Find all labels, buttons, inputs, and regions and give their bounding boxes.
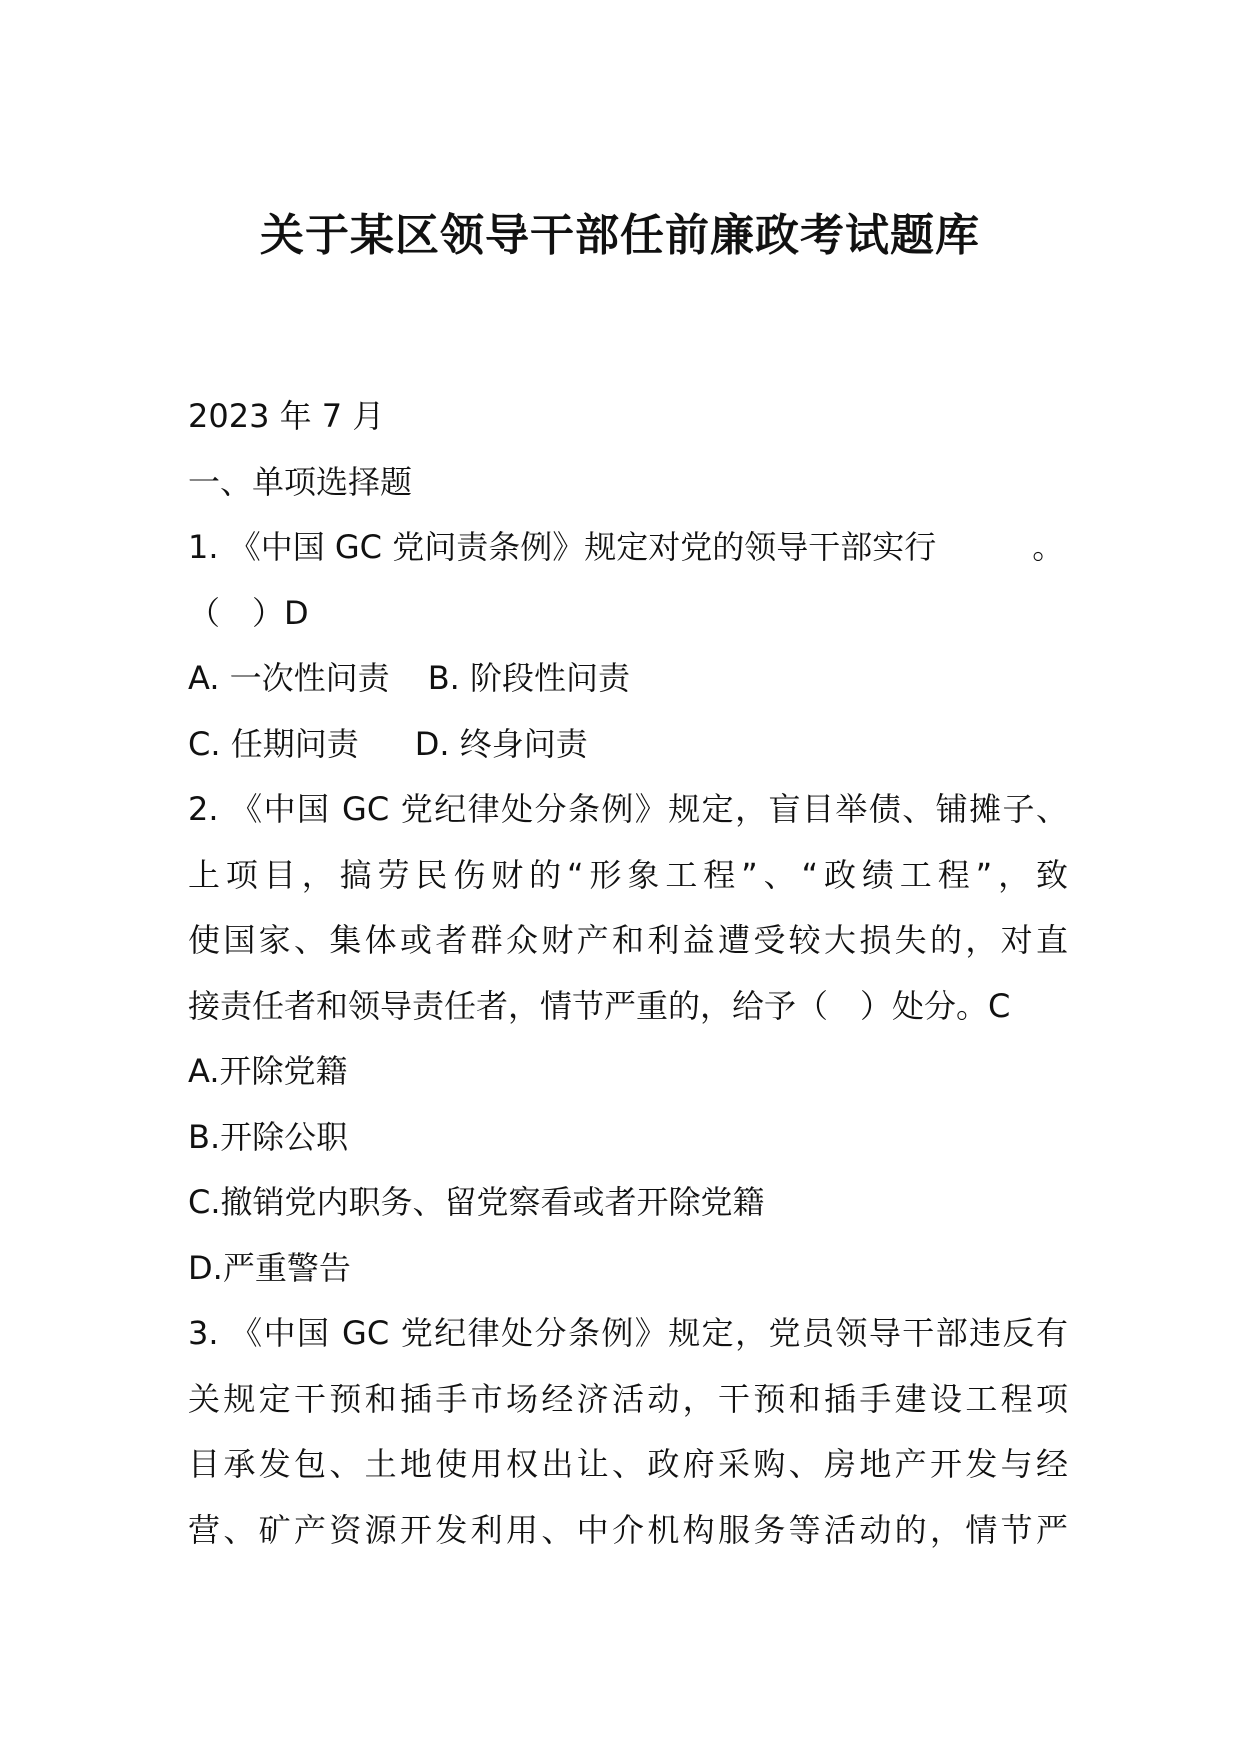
question-2-line: 使国家、集体或者群众财产和利益遭受较大损失的，对直 [188,921,1068,959]
document-body [188,384,1068,1563]
question-1-options-ab [188,646,1068,712]
option-a: A. 一次性问责 [188,659,390,697]
question-1-stem: 1. 《中国 GC 党问责条例》规定对党的领导干部实行 [188,528,937,566]
question-3-line: 关规定干预和插手市场经济活动，干预和插手建设工程项 [188,1379,1068,1418]
question-2-line: 2. 《中国 GC 党纪律处分条例》规定，盲目举债、铺摊子、 [188,790,1068,828]
option-d: D. 终身问责 [414,724,588,763]
question-1-answer: （ ）D [188,593,309,632]
section-heading: 一、单项选择题 [188,462,413,501]
question-2-option: A.开除党籍 [188,1052,348,1090]
question-3-line: 营、矿产资源开发利用、中介机构服务等活动的，情节严 [188,1510,1068,1549]
question-2-option: B.开除公职 [188,1117,349,1156]
question-2-option: D.严重警告 [188,1248,351,1287]
question-1-end: 。 [1032,528,1065,566]
question-2-option: C.撤销党内职务、留党察看或者开除党籍 [188,1183,765,1221]
option-c: C. 任期问责 [188,724,359,763]
question-3-line: 目承发包、土地使用权出让、政府采购、房地产开发与经 [188,1445,1068,1483]
question-2-line: 上项目，搞劳民伤财的“形象工程”、“政绩工程”，致 [188,855,1068,894]
question-3-line: 3. 《中国 GC 党纪律处分条例》规定，党员领导干部违反有 [188,1314,1068,1352]
question-1-text [188,515,1068,581]
option-b: B. 阶段性问责 [427,659,630,697]
question-1-options-cd [188,712,1068,778]
page-title: 关于某区领导干部任前廉政考试题库 [260,210,980,261]
question-2-line: 接责任者和领导责任者，情节严重的，给予（ ）处分。C [188,986,1011,1025]
date-line: 2023 年 7 月 [188,397,385,435]
